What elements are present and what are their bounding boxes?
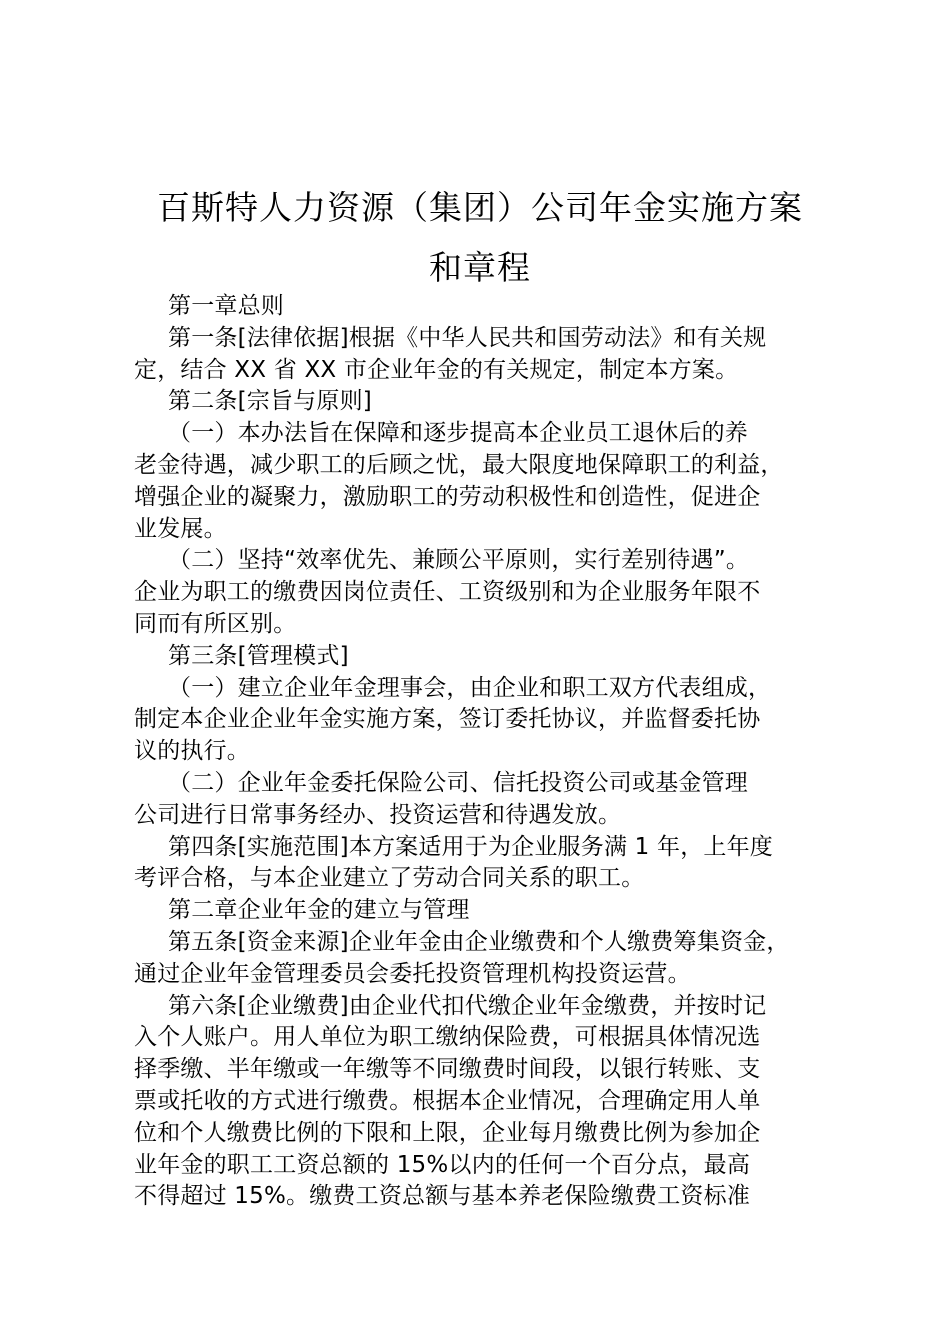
paragraph-line: （二）企业年金委托保险公司、信托投资公司或基金管理: [168, 769, 748, 796]
paragraph-line: 增强企业的凝聚力，激励职工的劳动积极性和创造性，促进企: [134, 483, 761, 510]
chapter-heading: 第一章总则: [168, 293, 284, 319]
paragraph-line: 老金待遇，减少职工的后顾之忧，最大限度地保障职工的利益，: [134, 451, 784, 478]
article-heading: 第三条[管理模式]: [168, 642, 349, 669]
paragraph-line: 公司进行日常事务经办、投资运营和待遇发放。: [134, 801, 622, 828]
paragraph-line: 第一条[法律依据]根据《中华人民共和国劳动法》和有关规: [168, 324, 767, 351]
paragraph-line: 通过企业年金管理委员会委托投资管理机构投资运营。: [134, 960, 691, 987]
paragraph-line: 同而有所区别。: [134, 610, 297, 637]
paragraph-line: （一）本办法旨在保障和逐步提高本企业员工退休后的养: [168, 420, 748, 447]
document-title-line-2: 和章程: [429, 248, 531, 287]
paragraph-line: 不得超过 15%。缴费工资总额与基本养老保险缴费工资标准: [134, 1183, 751, 1210]
paragraph-line: 制定本企业企业年金实施方案，签订委托协议，并监督委托协: [134, 706, 761, 733]
paragraph-line: 入个人账户。用人单位为职工缴纳保险费，可根据具体情况选: [134, 1024, 761, 1051]
article-heading: 第二条[宗旨与原则]: [168, 388, 372, 415]
paragraph-line: 第六条[企业缴费]由企业代扣代缴企业年金缴费，并按时记: [168, 992, 767, 1019]
paragraph-line: （一）建立企业年金理事会，由企业和职工双方代表组成，: [168, 674, 772, 701]
paragraph-line: 考评合格，与本企业建立了劳动合同关系的职工。: [134, 865, 645, 892]
paragraph-line: 议的执行。: [134, 738, 250, 765]
paragraph-line: 第五条[资金来源]企业年金由企业缴费和个人缴费筹集资金，: [168, 928, 790, 955]
paragraph-line: 票或托收的方式进行缴费。根据本企业情况，合理确定用人单: [134, 1087, 761, 1114]
paragraph-line: 第四条[实施范围]本方案适用于为企业服务满 1 年，上年度: [168, 833, 774, 860]
paragraph-line: 择季缴、半年缴或一年缴等不同缴费时间段，以银行转账、支: [134, 1056, 761, 1083]
document-title-line-1: 百斯特人力资源（集团）公司年金实施方案: [157, 188, 803, 227]
paragraph-line: 业发展。: [134, 515, 227, 542]
document-body: [134, 291, 854, 1213]
paragraph-line: 位和个人缴费比例的下限和上限，企业每月缴费比例为参加企: [134, 1119, 761, 1146]
chapter-heading: 第二章企业年金的建立与管理: [168, 897, 470, 924]
paragraph-line: 业年金的职工工资总额的 15%以内的任何一个百分点，最高: [134, 1151, 751, 1178]
paragraph-line: 企业为职工的缴费因岗位责任、工资级别和为企业服务年限不: [134, 579, 761, 606]
paragraph-line: 定，结合 XX 省 XX 市企业年金的有关规定，制定本方案。: [134, 356, 739, 383]
paragraph-line: （二）坚持“效率优先、兼顾公平原则，实行差别待遇”。: [168, 547, 750, 574]
